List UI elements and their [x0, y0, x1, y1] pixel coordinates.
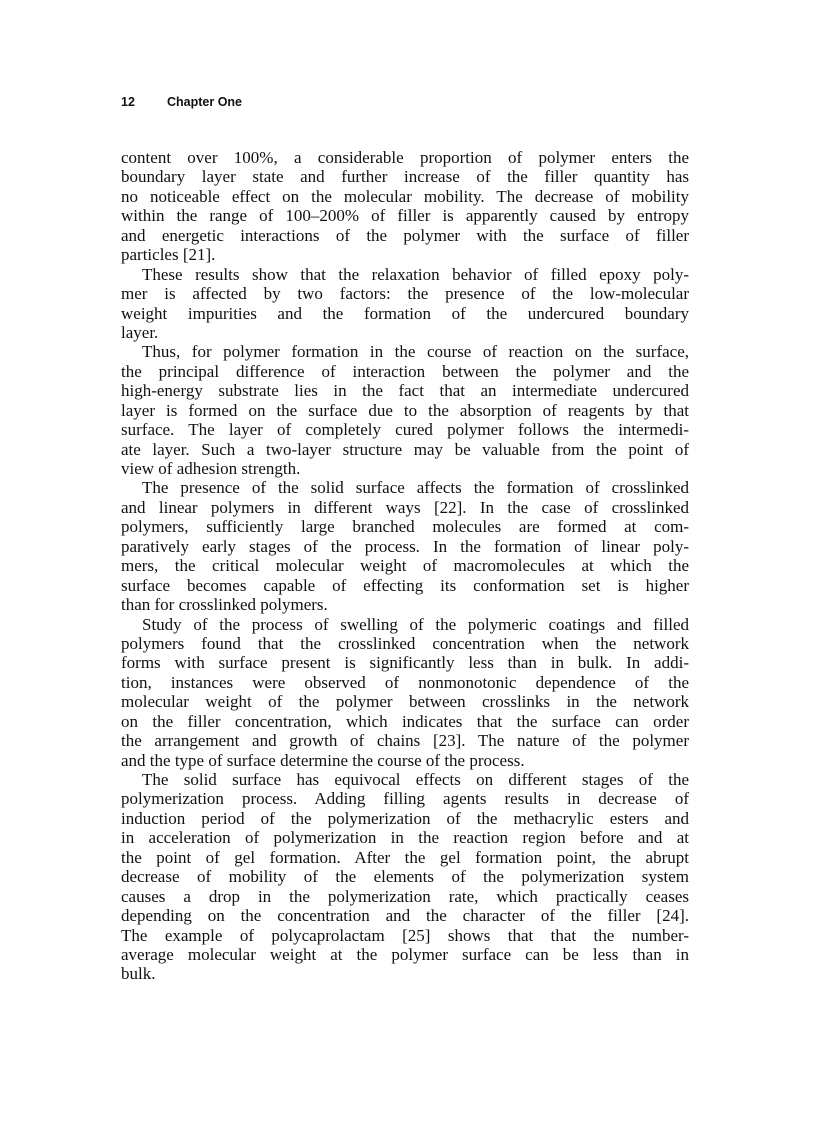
paragraph: [121, 342, 689, 478]
text-line: than for crosslinked polymers.: [121, 595, 328, 615]
text-line: weight impurities and the formation of the undercured boundary: [121, 303, 689, 323]
text-line: surface. The layer of completely cured polymer follows the intermedi-: [121, 420, 689, 440]
text-line: molecular weight of the polymer between crosslinks in the network: [121, 692, 689, 712]
text-line: surface becomes capable of effecting its conformation set is higher: [121, 575, 689, 595]
text-line: polymerization process. Adding filling agents results in decrease of: [121, 789, 689, 809]
text-line: bulk.: [121, 964, 156, 984]
chapter-title: Chapter One: [167, 95, 243, 109]
text-line: layer is formed on the surface due to the absorption of reagents by that: [121, 400, 689, 420]
body-text: [121, 148, 689, 984]
paragraph: [121, 148, 689, 265]
paragraph: [121, 615, 689, 771]
paragraph: [121, 770, 689, 984]
text-line: tion, instances were observed of nonmonotonic dependence of the: [121, 672, 689, 692]
text-line: induction period of the polymerization of the methacrylic esters and: [121, 808, 689, 828]
text-line: the point of gel formation. After the gel formation point, the abrupt: [121, 847, 689, 867]
text-line: The example of polycaprolactam [25] shows that that the number-: [121, 925, 689, 945]
text-line: mer is affected by two factors: the presence of the low-molecular: [121, 284, 689, 304]
text-line: and linear polymers in different ways [22]. In the case of crosslinked: [121, 497, 689, 517]
text-line: boundary layer state and further increase of the filler quantity has: [121, 167, 689, 187]
page-number: 12: [121, 95, 135, 109]
text-line: decrease of mobility of the elements of the polymerization system: [121, 867, 689, 887]
running-header: [121, 95, 242, 109]
text-line: no noticeable effect on the molecular mobility. The decrease of mobility: [121, 186, 689, 206]
text-line: particles [21].: [121, 245, 216, 265]
text-line: mers, the critical molecular weight of macromolecules at which the: [121, 556, 689, 576]
text-line: high-energy substrate lies in the fact that an intermediate undercured: [121, 381, 689, 401]
text-line: ate layer. Such a two-layer structure may be valuable from the point of: [121, 439, 689, 459]
text-line: the arrangement and growth of chains [23]. The nature of the polymer: [121, 731, 689, 751]
paragraph: [121, 265, 689, 343]
text-line: paratively early stages of the process. In the formation of linear poly-: [121, 536, 689, 556]
text-line: view of adhesion strength.: [121, 459, 301, 478]
paragraph: [121, 478, 689, 614]
text-line: depending on the concentration and the character of the filler [24].: [121, 906, 689, 926]
text-line: The solid surface has equivocal effects on different stages of the: [142, 770, 689, 789]
text-line: within the range of 100–200% of filler is apparently caused by entropy: [121, 206, 689, 226]
text-line: content over 100%, a considerable proportion of polymer enters the: [121, 148, 689, 167]
text-line: causes a drop in the polymerization rate, which practically ceases: [121, 886, 689, 906]
text-line: layer.: [121, 322, 159, 342]
text-line: polymers found that the crosslinked concentration when the network: [121, 633, 689, 653]
text-line: on the filler concentration, which indicates that the surface can order: [121, 711, 689, 731]
text-line: and the type of surface determine the course of the process.: [121, 750, 525, 770]
text-line: These results show that the relaxation behavior of filled epoxy poly-: [142, 264, 689, 284]
text-line: Thus, for polymer formation in the course of reaction on the surface,: [142, 342, 689, 362]
text-line: the principal difference of interaction between the polymer and the: [121, 361, 689, 381]
text-line: in acceleration of polymerization in the reaction region before and at: [121, 828, 689, 848]
text-line: forms with surface present is significantly less than in bulk. In addi-: [121, 653, 689, 673]
text-line: The presence of the solid surface affects the formation of crosslinked: [142, 478, 689, 498]
text-line: and energetic interactions of the polymer with the surface of filler: [121, 225, 689, 245]
text-line: polymers, sufficiently large branched molecules are formed at com-: [121, 517, 689, 537]
text-line: Study of the process of swelling of the polymeric coatings and filled: [142, 614, 689, 634]
text-line: average molecular weight at the polymer surface can be less than in: [121, 944, 689, 964]
